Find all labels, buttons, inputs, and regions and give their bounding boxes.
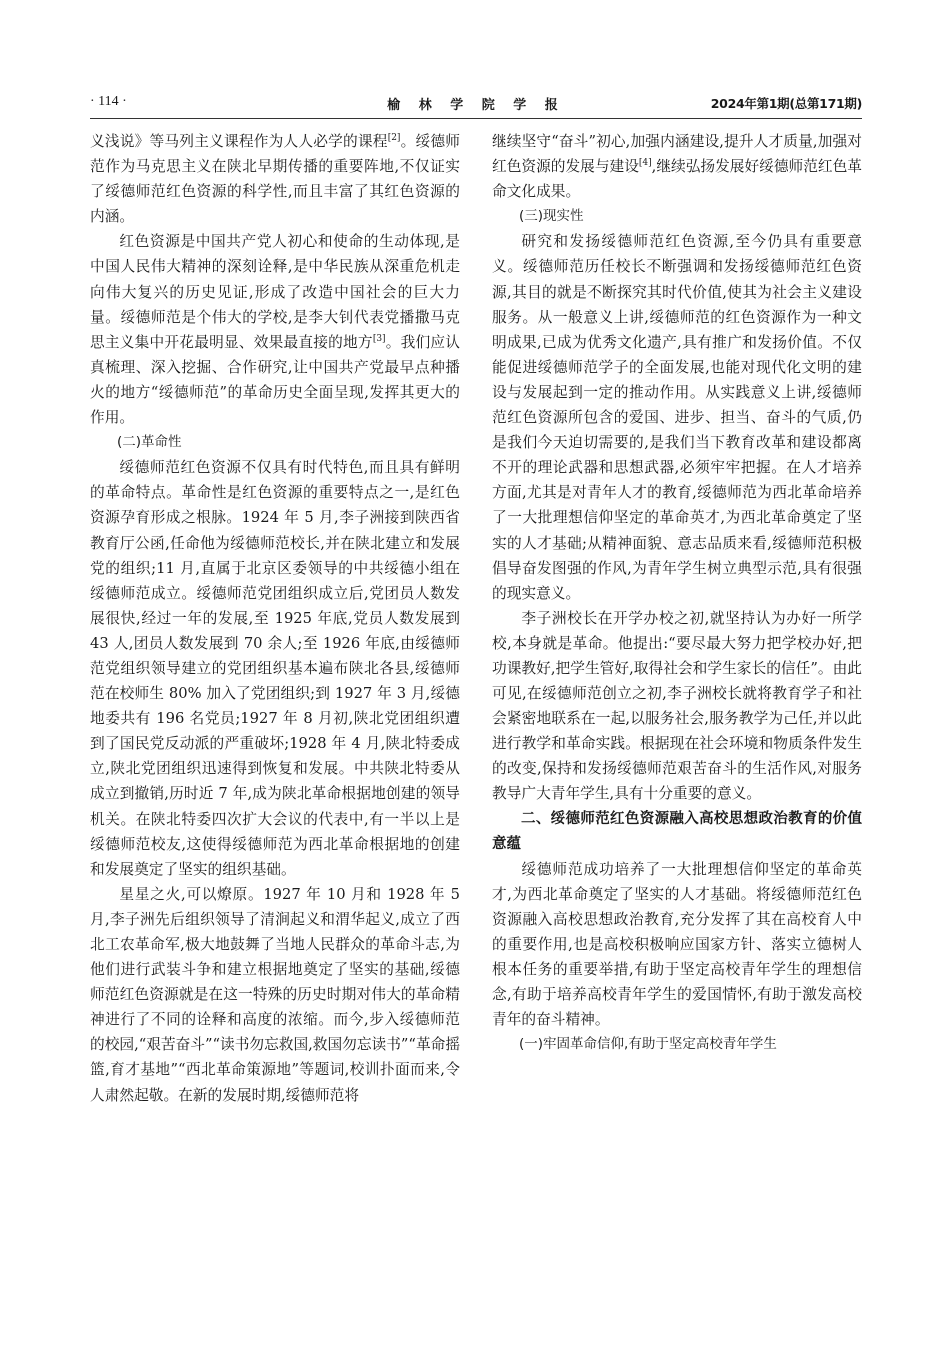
left-column — [90, 129, 460, 1108]
page-number: · 114 · — [90, 94, 127, 109]
subsection-heading: (二)革命性 — [117, 434, 182, 451]
citation-ref: [3] — [372, 333, 386, 344]
issue-info: 2024年第1期(总第171期) — [710, 96, 862, 111]
section-heading: 二、绥德师范红色资源融入高校思想政治教育的价值意蕴 — [492, 810, 862, 852]
running-header — [90, 94, 862, 114]
subsection-heading: (三)现实性 — [519, 208, 584, 225]
paragraph-continuation: 继续坚守“奋斗”初心,加强内涵建设,提升人才质量,加强对红色资源的发展与建设[4],继续弘扬发展好绥德师范红色革命文化成果。 — [492, 133, 862, 201]
subsection-heading: (一)牢固革命信仰,有助于坚定高校青年学生 — [519, 1036, 777, 1053]
paragraph: 星星之火,可以燎原。1927 年 10 月和 1928 年 5 月,李子洲先后组织领导了清涧起义和渭华起义,成立了西北工农革命军,极大地鼓舞了当地人民群众的革命斗志,为他们进行武装斗争和建立根据地奠定了坚实的基础,绥德师范红色资源就是在这一特殊的历史时期对伟大的革命精神进行了不同的诠释和高度的浓缩。而今,步入绥德师范的校园,“艰苦奋斗”“读书勿忘救国,救国勿忘读书”“革命摇篮,育才基地”“西北革命策源地”等题词,校训扑面而来,令人肃然起敬。在新的发展时期,绥德师范将 — [90, 885, 461, 1104]
paragraph: 研究和发扬绥德师范红色资源,至今仍具有重要意义。绥德师范历任校长不断强调和发扬绥德师范红色资源,其目的就是不断探究其时代价值,使其为社会主义建设服务。从一般意义上讲,绥德师范的红色资源作为一种文明成果,已成为优秀文化遗产,具有推广和发扬价值。不仅能促进绥德师范学子的全面发展,也能对现代化文明的建设与发展起到一定的推动作用。从实践意义上讲,绥德师范红色资源所包含的爱国、进步、担当、奋斗的气质,仍是我们今天迫切需要的,是我们当下教育改革和建设都离不开的理论武器和思想武器,必须牢牢把握。在人才培养方面,尤其是对青年人才的教育,绥德师范为西北革命培养了一大批理想信仰坚定的革命英才,为西北革命奠定了坚实的人才基础;从精神面貌、意志品质来看,绥德师范积极倡导奋发图强的作风,为青年学生树立典型示范,具有很强的现实意义。 — [492, 233, 862, 602]
header-rule — [90, 118, 862, 119]
paragraph: 红色资源是中国共产党人初心和使命的生动体现,是中国人民伟大精神的深刻诠释,是中华民族从深重危机走向伟大复兴的历史见证,形成了改造中国社会的巨大力量。绥德师范是个伟大的学校,是李大钊代表党播撒马克思主义集中开花最明显、效果最直接的地方[3]。我们应认真梳理、深入挖掘、合作研究,让中国共产党最早点种播火的地方“绥德师范”的革命历史全面呈现,发挥其更大的作用。 — [90, 233, 460, 427]
paragraph: 李子洲校长在开学办校之初,就坚持认为办好一所学校,本身就是革命。他提出:“要尽最大努力把学校办好,把功课教好,把学生管好,取得社会和学生家长的信任”。由此可见,在绥德师范创立之初,李子洲校长就将教育学子和社会紧密地联系在一起,以服务社会,服务教学为己任,并以此进行教学和革命实践。根据现在社会环境和物质条件发生的改变,保持和发扬绥德师范艰苦奋斗的生活作风,对服务教导广大青年学生,具有十分重要的意义。 — [492, 609, 862, 803]
paragraph-continuation: 义浅说》等马列主义课程作为人人必学的课程[2]。绥德师范作为马克思主义在陕北早期传播的重要阵地,不仅证实了绥德师范红色资源的科学性,而且丰富了其红色资源的内涵。 — [90, 133, 460, 226]
paragraph: 绥德师范红色资源不仅具有时代特色,而且具有鲜明的革命特点。革命性是红色资源的重要特点之一,是红色资源孕育形成之根脉。1924 年 5 月,李子洲接到陕西省教育厅公函,任命他为绥德师范校长,并在陕北建立和发展党的组织;11 月,直属于北京区委领导的中共绥德小组在绥德师范成立。绥德师范党团组织成立后,党团员人数发展很快,经过一年的发展,至 1925 年底,党员人数发展到 43 人,团员人数发展到 70 余人;至 1926 年底,由绥德师范党组织领导建立的党团组织基本遍布陕北各县,绥德师范在校师生 80% 加入了党团组织;到 1927 年 3 月,绥德地委共有 196 名党员;1927 年 8 月初,陕北党团组织遭到了国民党反动派的严重破坏;1928 年 4 月,陕北特委成立,陕北党团组织迅速得到恢复和发展。中共陕北特委从成立到撤销,历时近 7 年,成为陕北革命根据地创建的领导机关。在陕北特委四次扩大会议的代表中,有一半以上是绥德师范校友,这使得绥德师范为西北革命根据地的创建和发展奠定了坚实的组织基础。 — [90, 459, 460, 878]
paragraph: 绥德师范成功培养了一大批理想信仰坚定的革命英才,为西北革命奠定了坚实的人才基础。将绥德师范红色资源融入高校思想政治教育,充分发挥了其在高校育人中的重要作用,也是高校积极响应国家方针、落实立德树人根本任务的重要举措,有助于坚定高校青年学生的理想信念,有助于培养高校青年学生的爱国情怀,有助于激发高校青年的奋斗精神。 — [492, 860, 862, 1029]
citation-ref: [2] — [387, 133, 401, 143]
citation-ref: [4] — [638, 158, 652, 169]
journal-title: 榆 林 学 院 学 报 — [387, 98, 565, 113]
right-column — [492, 129, 862, 1057]
